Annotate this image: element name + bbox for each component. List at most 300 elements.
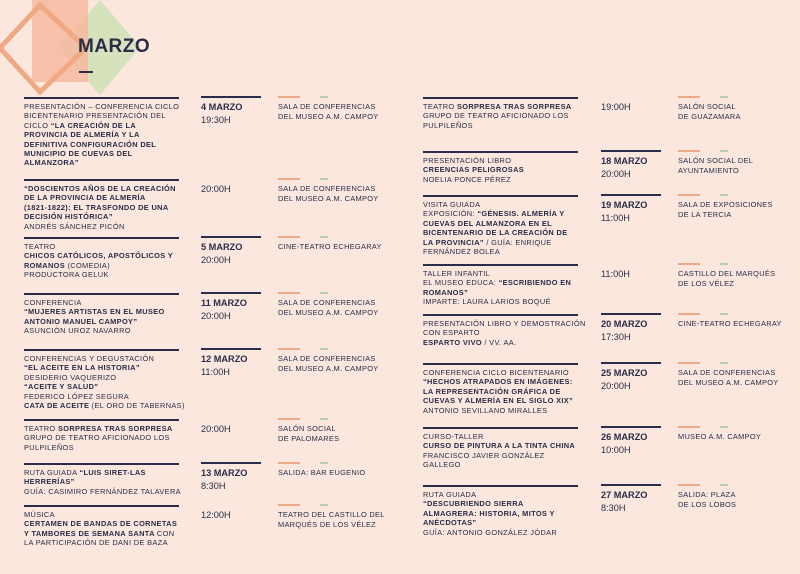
event-info-text: FRANCISCO JAVIER GONZÁLEZ	[423, 450, 545, 460]
event-line	[24, 130, 179, 139]
event-info-text: RUTA GUIADA	[24, 468, 80, 477]
event-info-text: PRESENTACIÓN LIBRO Y DEMOSTRACIÓN	[423, 319, 586, 328]
event-time: 20:00H	[201, 184, 231, 194]
event-info-text: TEATRO	[24, 424, 58, 433]
event-venue	[278, 504, 385, 530]
accent-mark-small	[320, 462, 328, 464]
event-info-text: ASUNCIÓN UROZ NAVARRO	[24, 326, 131, 336]
event-time: 8:30H	[201, 480, 226, 491]
event-line	[24, 261, 173, 270]
event-time: 20:00H	[201, 310, 231, 321]
venue-line: DEL MUSEO A.M. CAMPOY	[278, 194, 379, 203]
event-line	[24, 354, 185, 363]
venue-accent-marks	[678, 426, 761, 429]
event-line	[423, 368, 573, 377]
venue-line: DE LOS LOBOS	[678, 500, 737, 509]
event-time: 10:00H	[601, 444, 631, 455]
event-divider	[423, 314, 578, 316]
date-divider	[601, 150, 661, 152]
venue-accent-marks	[678, 150, 753, 153]
event-line	[423, 490, 557, 499]
event-title-text: DEFINITIVA CONFIGURACIÓN DEL	[24, 139, 157, 149]
venue-accent-marks	[278, 96, 378, 99]
event-info-text: FEDERICO LÓPEZ SEGURA	[24, 391, 130, 401]
accent-mark-small	[720, 263, 728, 265]
event-datetime	[601, 313, 661, 343]
event-line	[423, 460, 575, 469]
event-venue	[278, 348, 378, 374]
venue-line: SALA DE CONFERENCIAS	[278, 102, 376, 111]
event-line	[24, 326, 165, 335]
event-title-text: CUEVAS Y ALMERÍA EN EL SIGLO XIX”	[423, 396, 574, 406]
event-venue	[278, 418, 339, 444]
event-info-text: LA PARTICIPACIÓN DE DANI DE BAZA	[24, 538, 168, 548]
event-line	[24, 487, 181, 496]
venue-line: MARQUÉS DE LOS VÉLEZ	[278, 520, 376, 529]
event-line	[423, 499, 557, 508]
event-description	[24, 184, 176, 231]
event-datetime	[201, 96, 261, 126]
accent-mark-small	[720, 313, 728, 315]
event-line	[24, 158, 179, 167]
event-line	[423, 269, 571, 278]
venue-line: DEL MUSEO A.M. CAMPOY	[278, 364, 379, 373]
venue-line: MUSEO A.M. CAMPOY	[678, 432, 762, 441]
date-divider	[201, 292, 261, 294]
venue-line: CASTILLO DEL MARQUÉS	[678, 269, 776, 278]
venue-accent-marks	[278, 292, 378, 295]
event-info-text: BICENTENARIO PRESENTACIÓN DEL	[24, 111, 166, 121]
date-divider	[601, 484, 661, 486]
event-info-text: MÚSICA	[24, 510, 55, 519]
event-time: 8:30H	[601, 502, 626, 513]
venue-line: DE LA TERCIA	[678, 210, 732, 219]
event-line	[423, 209, 568, 218]
accent-mark-small	[720, 426, 728, 428]
event-date: 12 MARZO	[201, 354, 248, 364]
event-datetime	[201, 292, 261, 322]
event-title-text: CURSO DE PINTURA A LA TINTA CHINA	[423, 441, 576, 451]
accent-mark	[278, 462, 300, 464]
event-line	[24, 222, 176, 231]
accent-mark	[278, 96, 300, 98]
accent-mark	[278, 418, 300, 420]
accent-mark	[678, 96, 700, 98]
event-description	[24, 510, 177, 548]
event-line	[24, 433, 173, 442]
venue-accent-marks	[678, 96, 741, 99]
event-title-text: (1821-1822): EL TRASFONDO DE UNA	[24, 202, 169, 212]
event-divider	[24, 293, 179, 295]
event-line	[24, 184, 176, 193]
venue-accent-marks	[278, 462, 365, 465]
event-title-text: ANÉCDOTAS”	[423, 518, 477, 528]
event-description	[24, 102, 179, 168]
event-info-text: PULPILEÑOS	[423, 120, 473, 130]
event-title-text: CERTAMEN DE BANDAS DE CORNETAS	[24, 519, 178, 529]
event-datetime	[201, 236, 261, 266]
event-description	[423, 200, 568, 256]
event-venue	[278, 236, 382, 252]
event-line	[24, 270, 173, 279]
event-info-text: (COMEDIA)	[67, 260, 111, 270]
event-title-text: CREENCIAS PELIGROSAS	[423, 165, 525, 175]
event-divider	[423, 363, 578, 365]
event-title-text: BICENTENARIO DE LA CREACIÓN DE	[423, 228, 568, 238]
event-datetime	[201, 348, 261, 378]
event-info-text: IMPARTE: LAURA LARIOS BOQUÉ	[423, 297, 551, 307]
event-info-text: TALLER INFANTIL	[423, 269, 491, 278]
venue-line: SALA DE EXPOSICIONES	[678, 200, 773, 209]
event-time: 11:00H	[601, 269, 630, 279]
event-description	[24, 424, 173, 452]
event-title-text: MUNICIPIO DE CUEVAS DEL	[24, 149, 133, 159]
event-description	[423, 156, 524, 184]
venue-line: SALÓN SOCIAL	[278, 424, 336, 433]
date-divider	[601, 313, 661, 315]
event-time: 20:00H	[201, 424, 231, 434]
event-info-text: CONFERENCIA CICLO BICENTENARIO	[423, 368, 570, 377]
event-title-text: CATA DE ACEITE	[24, 401, 92, 411]
date-divider	[201, 236, 261, 238]
venue-accent-marks	[278, 418, 339, 421]
event-time: 19:30H	[201, 114, 231, 125]
event-info-text: / VV. AA.	[484, 337, 517, 347]
event-info-text: ANDRÉS SÁNCHEZ PICÓN	[24, 221, 125, 231]
event-date: 11 MARZO	[201, 298, 247, 308]
accent-mark-small	[320, 236, 328, 238]
venue-line: DE LOS VÉLEZ	[678, 279, 735, 288]
event-divider	[24, 237, 179, 239]
venue-accent-marks	[678, 484, 736, 487]
event-line	[423, 102, 572, 111]
event-line	[24, 203, 176, 212]
event-line	[24, 298, 165, 307]
accent-mark-small	[720, 362, 728, 364]
page-title: MARZO	[78, 36, 151, 57]
event-line	[24, 519, 177, 528]
event-datetime	[601, 150, 661, 180]
accent-mark	[278, 504, 300, 506]
venue-line: AYUNTAMIENTO	[678, 166, 740, 175]
event-title-text: Y TAMBORES DE SEMANA SANTA	[24, 528, 157, 538]
event-date: 27 MARZO	[601, 490, 648, 500]
event-datetime	[601, 426, 661, 456]
accent-mark	[678, 426, 700, 428]
event-line	[423, 338, 586, 347]
accent-mark	[678, 484, 700, 486]
accent-mark	[678, 362, 700, 364]
event-title-text: ROMANOS	[24, 260, 68, 270]
event-line	[423, 441, 575, 450]
event-venue	[678, 313, 782, 329]
accent-mark	[678, 150, 700, 152]
event-info-text: GUÍA: CASIMIRO FERNÁNDEZ TALAVERA	[24, 486, 181, 496]
event-datetime	[201, 178, 261, 196]
event-divider	[24, 463, 179, 465]
venue-accent-marks	[678, 313, 782, 316]
event-divider	[423, 151, 578, 153]
event-line	[24, 443, 173, 452]
date-divider	[601, 362, 661, 364]
event-venue	[678, 263, 775, 289]
event-line	[423, 406, 573, 415]
event-date: 20 MARZO	[601, 319, 648, 329]
event-line	[423, 238, 568, 247]
event-info-text: GRUPO DE TEATRO AFICIONADO LOS	[24, 433, 170, 443]
accent-mark-small	[320, 418, 328, 420]
event-info-text: PRESENTACIÓN – CONFERENCIA CICLO	[24, 102, 180, 111]
event-date: 19 MARZO	[601, 200, 648, 210]
event-venue	[278, 178, 378, 204]
event-time: 20:00H	[601, 380, 631, 391]
event-line	[423, 432, 575, 441]
event-venue	[678, 362, 778, 388]
event-line	[24, 382, 185, 391]
accent-mark	[678, 263, 700, 265]
event-line	[24, 121, 179, 130]
event-title-text: “LA CREACIÓN DE LA	[50, 120, 137, 130]
event-title-text: ESPARTO VIVO	[423, 337, 485, 347]
event-line	[24, 251, 173, 260]
venue-line: DEL MUSEO A.M. CAMPOY	[678, 378, 779, 387]
event-venue	[278, 292, 378, 318]
event-title-text: ALMANZORA”	[24, 158, 79, 168]
venue-line: DE PALOMARES	[278, 434, 340, 443]
venue-accent-marks	[278, 504, 385, 507]
venue-line: SALIDA: BAR EUGENIO	[278, 468, 366, 477]
event-title-text: “ACEITE Y SALUD”	[24, 382, 99, 392]
event-line	[24, 140, 179, 149]
event-line	[423, 319, 586, 328]
event-title-text: LA REPRESENTACIÓN GRÁFICA DE	[423, 386, 561, 396]
event-info-text: FERNÁNDEZ BOLEA	[423, 247, 501, 257]
event-description	[423, 319, 586, 347]
event-line	[24, 317, 165, 326]
event-line	[423, 156, 524, 165]
event-title-text: SORPRESA TRAS SORPRESA	[57, 424, 173, 433]
event-time: 17:30H	[601, 331, 631, 342]
event-line	[423, 396, 573, 405]
accent-mark-small	[720, 194, 728, 196]
event-info-text: CON	[156, 528, 175, 538]
event-title-text: CUEVAS DEL ALMANZORA EN EL	[423, 218, 552, 228]
accent-mark-small	[320, 292, 328, 294]
event-info-text: EXPOSICIÓN:	[423, 209, 478, 219]
event-venue	[678, 484, 736, 510]
accent-mark	[678, 194, 700, 196]
date-divider	[201, 462, 261, 464]
title-underline	[79, 71, 93, 73]
event-title-text: DECISIÓN HISTÓRICA”	[24, 212, 113, 222]
event-line	[24, 242, 173, 251]
event-description	[24, 354, 185, 410]
event-title-text: “MUJERES ARTISTAS EN EL MUSEO	[24, 307, 165, 317]
event-info-text: CICLO	[24, 120, 51, 130]
event-line	[24, 193, 176, 202]
event-datetime	[601, 263, 661, 281]
accent-mark-small	[320, 178, 328, 180]
event-time: 11:00H	[201, 366, 230, 377]
event-line	[423, 278, 571, 287]
event-datetime	[601, 194, 661, 224]
event-line	[24, 538, 177, 547]
venue-line: SALA DE CONFERENCIAS	[678, 368, 776, 377]
event-line	[423, 328, 586, 337]
event-date: 13 MARZO	[201, 468, 248, 478]
venue-line: DEL MUSEO A.M. CAMPOY	[278, 308, 379, 317]
venue-line: SALA DE CONFERENCIAS	[278, 298, 376, 307]
event-line	[423, 175, 524, 184]
event-line	[24, 477, 181, 486]
event-description	[423, 432, 575, 470]
event-divider	[24, 349, 179, 351]
event-datetime	[201, 418, 261, 436]
event-description	[423, 102, 572, 130]
venue-accent-marks	[678, 194, 773, 197]
event-line	[423, 121, 572, 130]
venue-line: SALÓN SOCIAL DEL	[678, 156, 754, 165]
date-divider	[601, 426, 661, 428]
venue-line: DE GUAZAMARA	[678, 112, 741, 121]
event-title-text: “ESCRIBIENDO EN	[498, 278, 572, 288]
event-line	[423, 111, 572, 120]
event-title-text: CHICOS CATÓLICOS, APOSTÓLICOS Y	[24, 251, 174, 261]
event-info-text: GALLEGO	[423, 460, 461, 470]
accent-mark-small	[720, 150, 728, 152]
event-line	[24, 363, 185, 372]
event-venue	[278, 462, 365, 478]
event-venue	[278, 96, 378, 122]
venue-line: SALÓN SOCIAL	[678, 102, 736, 111]
event-info-text: EL MUSEO EDUCA:	[423, 278, 499, 288]
event-line	[423, 288, 571, 297]
event-line	[423, 165, 524, 174]
accent-mark-small	[320, 504, 328, 506]
event-title-text: “EL ACEITE EN LA HISTORIA”	[24, 363, 140, 373]
event-title-text: ROMANOS”	[423, 287, 469, 297]
accent-mark-small	[320, 348, 328, 350]
venue-accent-marks	[278, 236, 382, 239]
event-info-text: CONFERENCIA	[24, 298, 82, 307]
venue-line: CINE-TEATRO ECHEGARAY	[678, 319, 782, 328]
event-info-text: TEATRO	[423, 102, 457, 111]
event-title-text: SORPRESA TRAS SORPRESA	[456, 102, 572, 111]
venue-line: CINE-TEATRO ECHEGARAY	[278, 242, 382, 251]
event-title-text: LA PROVINCIA”	[423, 237, 487, 247]
event-line	[423, 387, 573, 396]
event-time: 19:00H	[601, 102, 631, 112]
venue-accent-marks	[678, 263, 775, 266]
event-description	[423, 368, 573, 415]
event-line	[24, 102, 179, 111]
event-divider	[24, 179, 179, 181]
event-line	[24, 401, 185, 410]
venue-line: DEL MUSEO A.M. CAMPOY	[278, 112, 379, 121]
event-info-text: DESIDERIO VAQUERIZO	[24, 372, 117, 382]
event-title-text: “DESCUBRIENDO SIERRA	[423, 499, 524, 509]
event-line	[24, 149, 179, 158]
event-line	[423, 228, 568, 237]
event-title-text: “DOSCIENTOS AÑOS DE LA CREACIÓN	[24, 184, 176, 193]
event-info-text: PRESENTACIÓN LIBRO	[423, 156, 512, 165]
event-info-text: CON ESPARTO	[423, 328, 480, 338]
event-line	[24, 529, 177, 538]
event-line	[24, 510, 177, 519]
event-line	[24, 468, 181, 477]
event-info-text: VISITA GUIADA	[423, 200, 481, 209]
venue-accent-marks	[278, 348, 378, 351]
event-line	[423, 528, 557, 537]
venue-line: SALA DE CONFERENCIAS	[278, 184, 376, 193]
event-info-text: CURSO-TALLER	[423, 432, 484, 441]
venue-line: SALIDA: PLAZA	[678, 490, 736, 499]
event-time: 12:00H	[201, 510, 231, 520]
event-divider	[423, 485, 578, 487]
event-venue	[678, 426, 761, 442]
event-divider	[24, 419, 179, 421]
event-title-text: DE LA PROVINCIA DE ALMERÍA	[24, 193, 146, 203]
event-time: 20:00H	[201, 254, 231, 265]
event-date: 25 MARZO	[601, 368, 648, 378]
event-info-text: (EL ORO DE TABERNAS)	[91, 401, 185, 411]
event-line	[423, 297, 571, 306]
venue-accent-marks	[678, 362, 778, 365]
event-line	[24, 392, 185, 401]
accent-mark	[678, 313, 700, 315]
event-divider	[423, 427, 578, 429]
event-title-text: ALMAGRERA: HISTORIA, MITOS Y	[423, 508, 555, 518]
event-datetime	[601, 362, 661, 392]
event-info-text: TEATRO	[24, 242, 56, 251]
event-line	[423, 377, 573, 386]
event-datetime	[601, 484, 661, 514]
accent-mark-small	[720, 96, 728, 98]
event-description	[423, 490, 557, 537]
event-datetime	[601, 96, 661, 114]
event-line	[423, 200, 568, 209]
event-info-text: PULPILEÑOS	[24, 442, 74, 452]
venue-line: SALA DE CONFERENCIAS	[278, 354, 376, 363]
event-info-text: NOELIA PONCE PÉREZ	[423, 174, 512, 184]
venue-accent-marks	[278, 178, 378, 181]
event-line	[423, 451, 575, 460]
event-title-text: PROVINCIA DE ALMERÍA Y LA	[24, 130, 140, 140]
accent-mark	[278, 348, 300, 350]
event-datetime	[201, 462, 261, 492]
event-description	[24, 298, 165, 336]
event-divider	[423, 264, 578, 266]
event-line	[423, 518, 557, 527]
event-venue	[678, 150, 753, 176]
event-info-text: CONFERENCIAS Y DEGUSTACIÓN	[24, 354, 155, 363]
venue-line: TEATRO DEL CASTILLO DEL	[278, 510, 385, 519]
event-datetime	[201, 504, 261, 522]
event-venue	[678, 194, 773, 220]
accent-mark	[278, 236, 300, 238]
event-line	[24, 111, 179, 120]
event-description	[24, 242, 173, 280]
event-line	[24, 373, 185, 382]
accent-mark-small	[320, 96, 328, 98]
event-info-text: ANTONIO SEVILLANO MIRALLES	[423, 405, 548, 415]
accent-mark	[278, 292, 300, 294]
accent-mark	[278, 178, 300, 180]
event-title-text: ANTONIO MANUEL CAMPOY”	[24, 316, 138, 326]
event-line	[24, 307, 165, 316]
accent-mark-small	[720, 484, 728, 486]
event-line	[423, 509, 557, 518]
